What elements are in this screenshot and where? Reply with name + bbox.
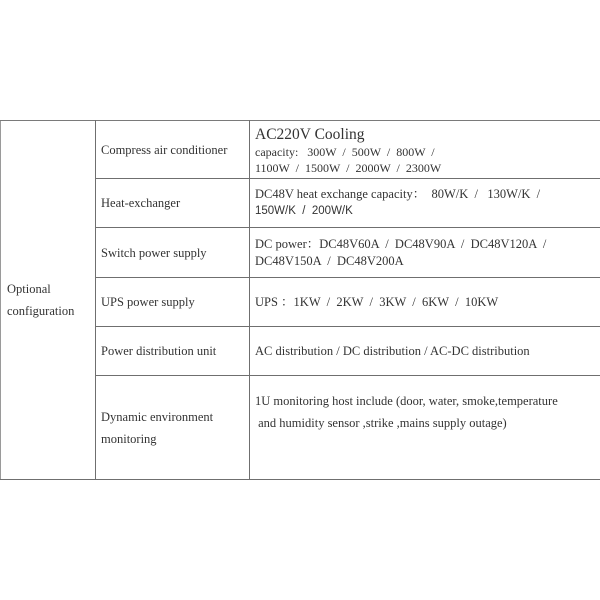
- item-label: UPS power supply: [101, 295, 195, 309]
- item-cell: [96, 278, 250, 327]
- value-line: UPS ：1KW / 2KW / 3KW / 6KW / 10KW: [255, 294, 499, 309]
- optional-configuration-table: [0, 120, 600, 480]
- value-cell: [250, 121, 600, 179]
- item-cell: [96, 327, 250, 376]
- value-cell: [250, 228, 600, 278]
- item-label: Compress air conditioner: [101, 142, 228, 157]
- item-label: Dynamic environment monitoring: [101, 409, 214, 446]
- value-cell: [250, 278, 600, 327]
- item-label: Switch power supply: [101, 245, 207, 260]
- value-line: capacity: 300W / 500W / 800W /: [255, 145, 435, 159]
- value-line: 150W/K / 200W/K: [255, 205, 353, 217]
- value-line: 1U monitoring host include (door, water, smoke,temperature: [255, 394, 558, 408]
- value-line: DC48V heat exchange capacity： 80W/K / 130W/K /: [255, 187, 541, 201]
- item-cell: [96, 376, 250, 480]
- item-cell: [96, 228, 250, 278]
- category-cell: [1, 121, 96, 480]
- item-label: Power distribution unit: [101, 344, 217, 358]
- value-line: and humidity sensor ,strike ,mains supply outage): [255, 416, 507, 430]
- item-cell: [96, 179, 250, 228]
- value-cell: [250, 179, 600, 228]
- item-label: Heat-exchanger: [101, 196, 181, 210]
- value-cell: [250, 376, 600, 480]
- value-line: AC distribution / DC distribution / AC-DC distribution: [255, 343, 530, 358]
- value-title: AC220V Cooling: [255, 126, 365, 143]
- item-cell: [96, 121, 250, 179]
- value-line: DC power：DC48V60A / DC48V90A / DC48V120A /: [255, 236, 547, 251]
- value-line: DC48V150A / DC48V200A: [255, 253, 404, 268]
- value-cell: [250, 327, 600, 376]
- category-label: Optional configuration: [7, 282, 75, 318]
- table-row: [1, 121, 600, 179]
- value-line: 1100W / 1500W / 2000W / 2300W: [255, 161, 442, 175]
